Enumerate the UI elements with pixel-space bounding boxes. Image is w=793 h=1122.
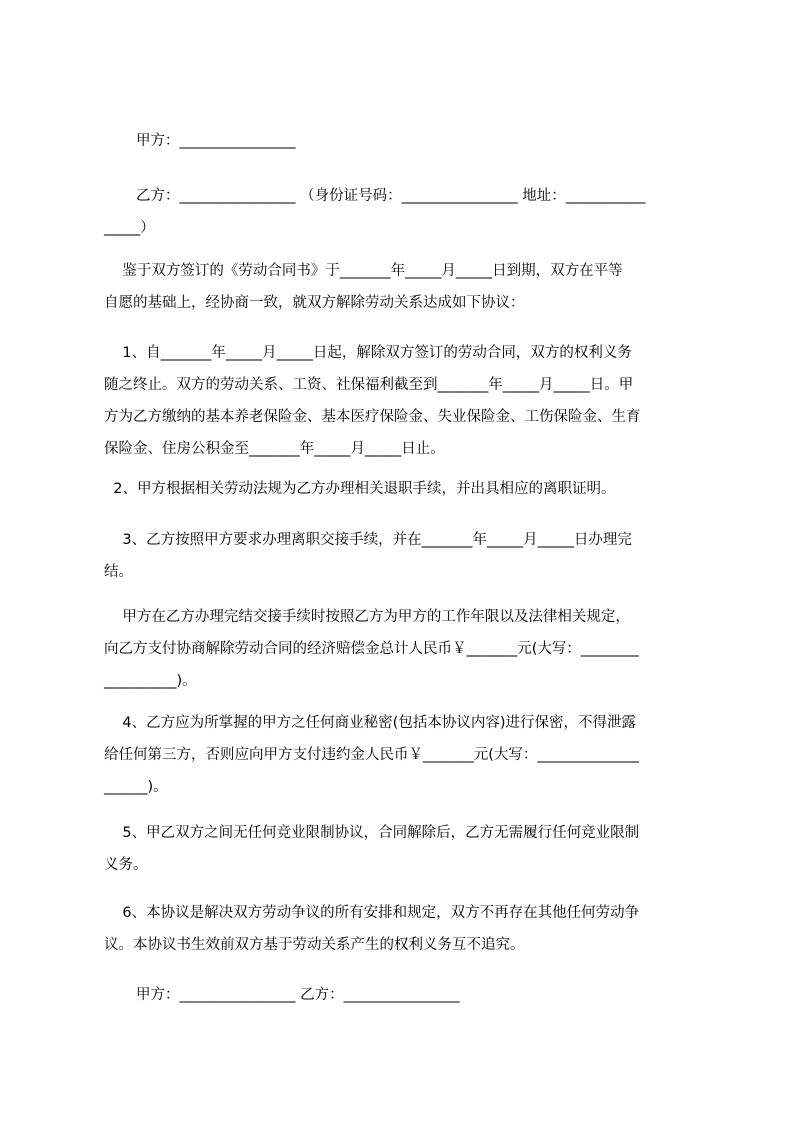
party-a-line <box>136 125 742 157</box>
party-b-text-1: 乙方：________________ （身份证号码：________________ 地址：___________ <box>136 188 646 204</box>
clause-4-line-1: 4、乙方应为所掌握的甲方之任何商业秘密(包括本协议内容)进行保密，不得泄露 <box>104 715 636 731</box>
clause-1-paragraph <box>104 337 710 465</box>
party-b-block <box>104 180 710 244</box>
clause-1-line-3: 方为乙方缴纳的基本养老保险金、基本医疗保险金、失业保险金、工伤保险金、生育 <box>104 409 641 425</box>
party-b-text-2: _____） <box>104 220 155 236</box>
clause-4-paragraph <box>104 707 710 803</box>
clause-1-line-4: 保险金、住房公积金至_______年_____月_____日止。 <box>104 441 445 457</box>
signature-line <box>136 979 742 1011</box>
clause-6-line-1: 6、本协议是解决双方劳动争议的所有安排和规定，双方不再存在其他任何劳动争 <box>104 905 640 921</box>
clause-3-paragraph <box>104 524 710 588</box>
signature-text: 甲方：________________ 乙方：________________ <box>136 987 460 1003</box>
compensation-line-2: 向乙方支付协商解除劳动合同的经济赔偿金总计人民币￥_______元(大写：________ <box>104 641 639 657</box>
clause-2-paragraph <box>104 473 710 505</box>
clause-4-line-3: ______)。 <box>104 779 168 795</box>
preamble-line-1: 鉴于双方签订的《劳动合同书》于_______年_____月_____日到期，双方在平等 <box>104 263 623 279</box>
preamble-paragraph <box>104 255 710 319</box>
compensation-line-3: __________)。 <box>104 673 197 689</box>
preamble-line-2: 自愿的基础上，经协商一致，就双方解除劳动关系达成如下协议： <box>104 295 525 311</box>
clause-5-line-2: 义务。 <box>104 857 148 873</box>
clause-1-line-2: 随之终止。双方的劳动关系、工资、社保福利截至到_______年_____月_____日。甲 <box>104 377 634 393</box>
clause-2-line-1: 2、甲方根据相关劳动法规为乙方办理相关退职手续，并出具相应的离职证明。 <box>104 481 616 497</box>
clause-6-paragraph <box>104 897 710 961</box>
compensation-paragraph <box>104 601 710 697</box>
party-a-text: 甲方：________________ <box>136 133 296 149</box>
clause-5-paragraph <box>104 817 710 881</box>
clause-3-line-1: 3、乙方按照甲方要求办理离职交接手续，并在_______年_____月_____日办理完 <box>104 532 632 548</box>
compensation-line-1: 甲方在乙方办理完结交接手续时按照乙方为甲方的工作年限以及法律相关规定， <box>104 609 630 625</box>
clause-1-line-1: 1、自_______年_____月_____日起，解除双方签订的劳动合同，双方的权利义务 <box>104 345 632 361</box>
clause-6-line-2: 议。本协议书生效前双方基于劳动关系产生的权利义务互不追究。 <box>104 937 525 953</box>
clause-3-line-2: 结。 <box>104 564 133 580</box>
clause-5-line-1: 5、甲乙双方之间无任何竞业限制协议，合同解除后，乙方无需履行任何竞业限制 <box>104 825 640 841</box>
clause-4-line-2: 给任何第三方，否则应向甲方支付违约金人民币￥_______元(大写：______________ <box>104 747 639 763</box>
